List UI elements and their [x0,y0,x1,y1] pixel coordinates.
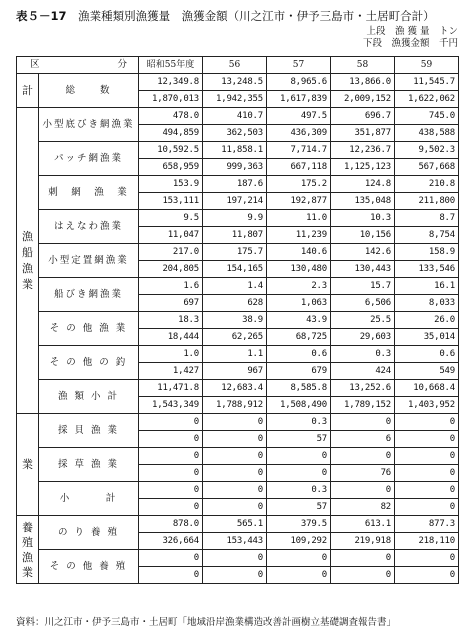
catch-volume-cell: 10.3 [331,210,395,227]
table-row [17,244,459,261]
catch-volume-cell: 0 [203,482,267,499]
catch-volume-cell: 0.3 [267,414,331,431]
row-label: 小 計 [39,482,139,516]
catch-volume-cell: 38.9 [203,312,267,329]
catch-value-cell: 204,805 [139,261,203,278]
catch-volume-cell: 0 [139,550,203,567]
catch-value-cell: 658,959 [139,159,203,176]
catch-volume-cell: 1.6 [139,278,203,295]
catch-value-cell: 1,789,152 [331,397,395,414]
catch-value-cell: 62,265 [203,329,267,346]
catch-value-cell: 18,444 [139,329,203,346]
catch-value-cell: 135,048 [331,193,395,210]
catch-volume-cell: 497.5 [267,108,331,125]
catch-volume-cell: 10,592.5 [139,142,203,159]
catch-value-cell: 29,603 [331,329,395,346]
catch-volume-cell: 0 [331,482,395,499]
catch-value-cell: 6 [331,431,395,448]
table-number: 表５－17 [16,9,67,23]
catch-value-cell: 76 [331,465,395,482]
table-row [17,414,459,431]
catch-volume-cell: 15.7 [331,278,395,295]
catch-volume-cell: 10,668.4 [395,380,459,397]
catch-value-cell: 549 [395,363,459,380]
catch-volume-cell: 0 [203,550,267,567]
catch-value-cell: 219,918 [331,533,395,550]
catch-value-cell: 153,111 [139,193,203,210]
row-label: 総 数 [39,74,139,108]
table-row [17,108,459,125]
catch-volume-cell: 140.6 [267,244,331,261]
catch-volume-cell: 13,252.6 [331,380,395,397]
catch-value-cell: 35,014 [395,329,459,346]
catch-volume-cell: 8,585.8 [267,380,331,397]
catch-value-cell: 0 [395,567,459,584]
row-label: 船びき網漁業 [39,278,139,312]
total-group-label: 計 [17,74,39,108]
catch-volume-cell: 43.9 [267,312,331,329]
catch-value-cell: 424 [331,363,395,380]
row-label: 採 貝 漁 業 [39,414,139,448]
table-row [17,176,459,193]
table-row [17,448,459,465]
catch-value-cell: 57 [267,431,331,448]
catch-value-cell: 11,239 [267,227,331,244]
row-label: そ の 他 養 殖 [39,550,139,584]
catch-value-cell: 438,588 [395,125,459,142]
catch-volume-cell: 210.8 [395,176,459,193]
catch-volume-cell: 12,683.4 [203,380,267,397]
catch-volume-cell: 0 [395,448,459,465]
catch-value-cell: 0 [203,567,267,584]
catch-volume-cell: 12,236.7 [331,142,395,159]
catch-volume-cell: 124.8 [331,176,395,193]
catch-value-cell: 0 [203,431,267,448]
unit-lower: 下段 漁獲金額 千円 [362,38,458,49]
source-note: 資料：川之江市・伊予三島市・土居町「地域沿岸漁業構造改善計画樹立基礎調査報告書」 [16,617,397,628]
catch-volume-cell: 0 [203,414,267,431]
catch-volume-cell: 878.0 [139,516,203,533]
catch-value-cell: 0 [203,499,267,516]
catch-value-cell: 211,800 [395,193,459,210]
year-header: 昭和55年度 [139,57,203,74]
catch-value-cell: 0 [395,465,459,482]
catch-volume-cell: 175.7 [203,244,267,261]
unit-upper: 上段 漁 獲 量 トン [366,26,458,37]
catch-value-cell: 0 [139,431,203,448]
catch-volume-cell: 565.1 [203,516,267,533]
catch-volume-cell: 26.0 [395,312,459,329]
group-aquaculture: 養 殖 漁 業 [17,516,39,584]
row-label: 刺 網 漁 業 [39,176,139,210]
catch-value-cell: 1,942,355 [203,91,267,108]
catch-value-cell: 1,508,490 [267,397,331,414]
catch-value-cell: 1,870,013 [139,91,203,108]
catch-value-cell: 999,363 [203,159,267,176]
table-caption: 漁業種類別漁獲量 漁獲金額（川之江市・伊予三島市・土居町合計） [78,9,435,23]
catch-value-cell: 0 [139,567,203,584]
catch-volume-cell: 25.5 [331,312,395,329]
catch-volume-cell: 11,545.7 [395,74,459,91]
catch-volume-cell: 9.5 [139,210,203,227]
catch-value-cell: 133,546 [395,261,459,278]
group-gathering: 業 [17,414,39,516]
catch-volume-cell: 613.1 [331,516,395,533]
fishery-table [16,56,459,584]
catch-volume-cell: 13,866.0 [331,74,395,91]
catch-value-cell: 153,443 [203,533,267,550]
table-title [16,8,435,24]
catch-value-cell: 82 [331,499,395,516]
catch-value-cell: 130,443 [331,261,395,278]
catch-value-cell: 1,125,123 [331,159,395,176]
table-row [17,550,459,567]
catch-value-cell: 197,214 [203,193,267,210]
catch-volume-cell: 187.6 [203,176,267,193]
catch-value-cell: 2,009,152 [331,91,395,108]
catch-value-cell: 8,033 [395,295,459,312]
catch-volume-cell: 1.1 [203,346,267,363]
catch-volume-cell: 696.7 [331,108,395,125]
year-header: 56 [203,57,267,74]
catch-volume-cell: 142.6 [331,244,395,261]
catch-volume-cell: 0 [139,482,203,499]
row-label: 漁 類 小 計 [39,380,139,414]
catch-value-cell: 967 [203,363,267,380]
group-fishing-vessel: 漁 船 漁 業 [17,108,39,414]
catch-volume-cell: 0 [395,414,459,431]
catch-value-cell: 567,668 [395,159,459,176]
catch-volume-cell: 1.4 [203,278,267,295]
catch-volume-cell: 11.0 [267,210,331,227]
catch-value-cell: 6,506 [331,295,395,312]
catch-value-cell: 436,309 [267,125,331,142]
catch-volume-cell: 0 [331,550,395,567]
catch-volume-cell: 9,502.3 [395,142,459,159]
row-label: の り 養 殖 [39,516,139,550]
catch-volume-cell: 0.6 [267,346,331,363]
table-row [17,142,459,159]
catch-volume-cell: 16.1 [395,278,459,295]
catch-volume-cell: 9.9 [203,210,267,227]
catch-volume-cell: 1.0 [139,346,203,363]
header-category [17,57,139,74]
catch-value-cell: 192,877 [267,193,331,210]
year-header: 58 [331,57,395,74]
row-label: 小型定置網漁業 [39,244,139,278]
catch-value-cell: 0 [331,567,395,584]
catch-value-cell: 218,110 [395,533,459,550]
table-row [17,278,459,295]
table-row [17,380,459,397]
table-row [17,74,459,91]
catch-value-cell: 0 [267,567,331,584]
catch-value-cell: 0 [267,465,331,482]
catch-value-cell: 0 [395,431,459,448]
catch-value-cell: 667,118 [267,159,331,176]
catch-volume-cell: 153.9 [139,176,203,193]
catch-volume-cell: 11,858.1 [203,142,267,159]
catch-value-cell: 10,156 [331,227,395,244]
catch-volume-cell: 0 [395,550,459,567]
catch-value-cell: 1,617,839 [267,91,331,108]
catch-value-cell: 11,047 [139,227,203,244]
catch-value-cell: 11,807 [203,227,267,244]
catch-value-cell: 0 [395,499,459,516]
catch-volume-cell: 0 [267,550,331,567]
catch-value-cell: 0 [139,499,203,516]
catch-volume-cell: 877.3 [395,516,459,533]
catch-volume-cell: 7,714.7 [267,142,331,159]
catch-volume-cell: 745.0 [395,108,459,125]
row-label: そ の 他 の 釣 [39,346,139,380]
catch-value-cell: 1,543,349 [139,397,203,414]
catch-volume-cell: 158.9 [395,244,459,261]
catch-volume-cell: 18.3 [139,312,203,329]
catch-volume-cell: 0 [267,448,331,465]
catch-volume-cell: 12,349.8 [139,74,203,91]
catch-value-cell: 0 [139,465,203,482]
catch-volume-cell: 0.3 [267,482,331,499]
row-label: 採 草 漁 業 [39,448,139,482]
catch-value-cell: 1,063 [267,295,331,312]
catch-volume-cell: 8.7 [395,210,459,227]
table-row [17,210,459,227]
catch-volume-cell: 0 [139,414,203,431]
catch-value-cell: 697 [139,295,203,312]
row-label: パッチ網漁業 [39,142,139,176]
unit-legend [363,26,458,50]
catch-volume-cell: 8,965.6 [267,74,331,91]
row-label: そ の 他 漁 業 [39,312,139,346]
catch-volume-cell: 2.3 [267,278,331,295]
year-header: 57 [267,57,331,74]
catch-value-cell: 326,664 [139,533,203,550]
catch-value-cell: 154,165 [203,261,267,278]
catch-volume-cell: 217.0 [139,244,203,261]
catch-value-cell: 109,292 [267,533,331,550]
catch-volume-cell: 0.3 [331,346,395,363]
table-row [17,482,459,499]
header-label-right: 分 [117,59,129,70]
catch-value-cell: 1,788,912 [203,397,267,414]
catch-value-cell: 1,622,062 [395,91,459,108]
catch-volume-cell: 0 [139,448,203,465]
catch-value-cell: 628 [203,295,267,312]
catch-value-cell: 351,877 [331,125,395,142]
catch-value-cell: 679 [267,363,331,380]
catch-volume-cell: 0 [203,448,267,465]
row-label: はえなわ漁業 [39,210,139,244]
catch-volume-cell: 0 [331,414,395,431]
catch-volume-cell: 0 [395,482,459,499]
catch-volume-cell: 478.0 [139,108,203,125]
catch-volume-cell: 175.2 [267,176,331,193]
catch-value-cell: 1,427 [139,363,203,380]
row-label: 小型底びき網漁業 [39,108,139,142]
catch-value-cell: 0 [203,465,267,482]
catch-value-cell: 362,503 [203,125,267,142]
catch-value-cell: 8,754 [395,227,459,244]
catch-volume-cell: 11,471.8 [139,380,203,397]
catch-value-cell: 68,725 [267,329,331,346]
table-row [17,312,459,329]
catch-volume-cell: 13,248.5 [203,74,267,91]
header-label-left: 区 [30,59,42,70]
year-header: 59 [395,57,459,74]
catch-value-cell: 494,859 [139,125,203,142]
header-row [17,57,459,74]
catch-volume-cell: 0 [331,448,395,465]
catch-value-cell: 130,480 [267,261,331,278]
catch-value-cell: 57 [267,499,331,516]
catch-volume-cell: 0.6 [395,346,459,363]
table-row [17,346,459,363]
catch-volume-cell: 379.5 [267,516,331,533]
catch-volume-cell: 410.7 [203,108,267,125]
catch-value-cell: 1,403,952 [395,397,459,414]
table-row [17,516,459,533]
